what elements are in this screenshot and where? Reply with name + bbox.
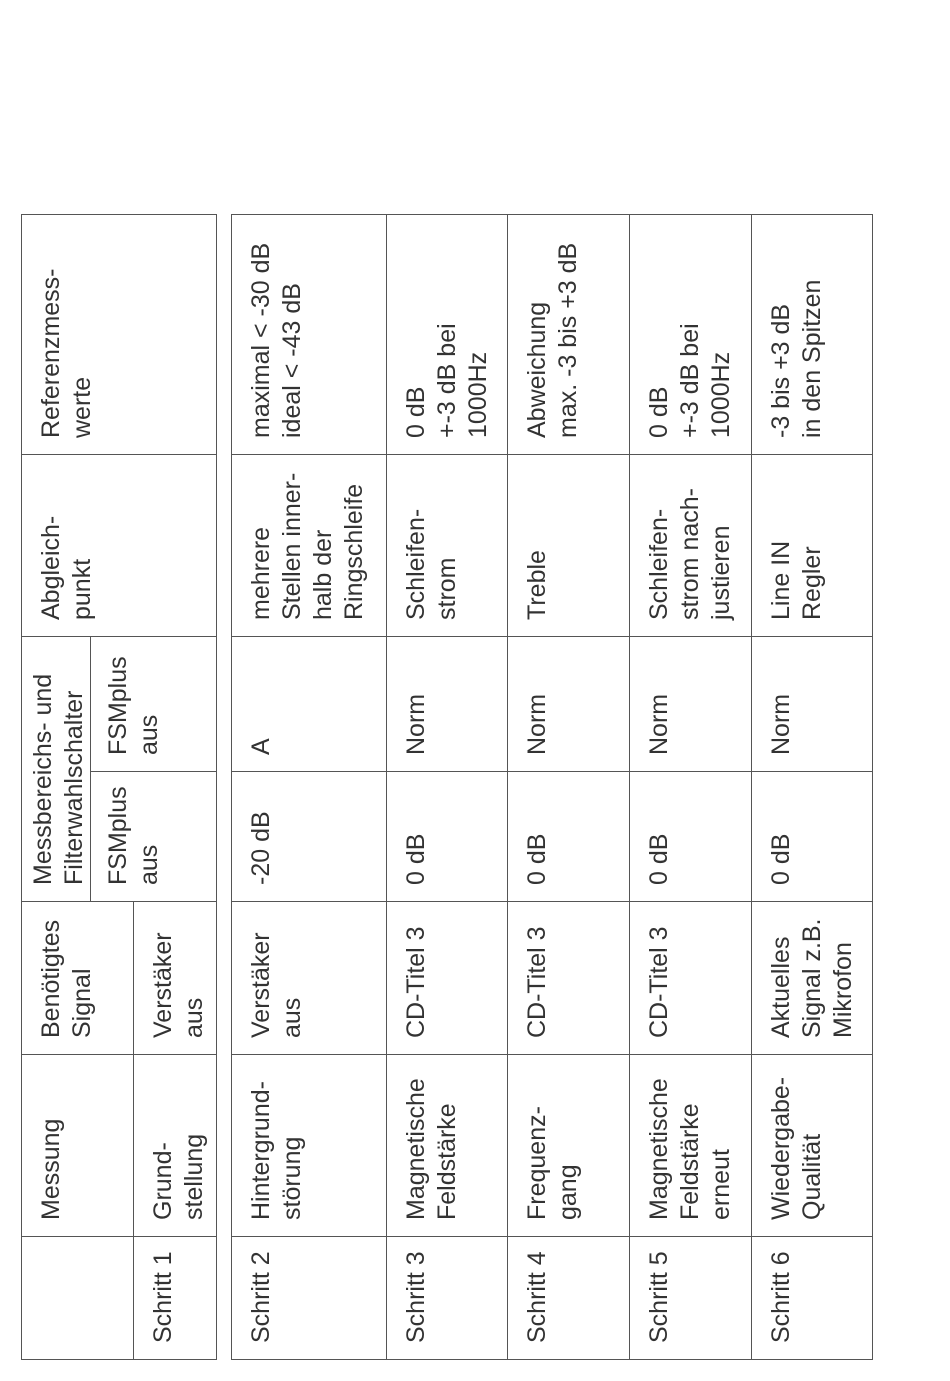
- cell-adjust-point: mehrere Stellen inner- halb der Ringschleife: [232, 455, 387, 637]
- cell-measurement: Frequenz- gang: [508, 1055, 630, 1237]
- row-step-4: [508, 215, 630, 1360]
- cell-step: Schritt 3: [387, 1237, 508, 1360]
- cell-reference: -3 bis +3 dB in den Spitzen: [752, 215, 873, 455]
- cell-range: 0 dB: [508, 772, 630, 902]
- cell-range: 0 dB: [630, 772, 752, 902]
- cell-signal: Verstäker aus: [232, 902, 387, 1055]
- cell-adjust-point: Schleifen- strom: [387, 455, 508, 637]
- cell-step: Schritt 5: [630, 1237, 752, 1360]
- cell-reference: 0 dB +-3 dB bei 1000Hz: [387, 215, 508, 455]
- cell-adjust-point: Schleifen- strom nach- justieren: [630, 455, 752, 637]
- cell-range: -20 dB: [232, 772, 387, 902]
- cell-adjust-point: Line IN Regler: [752, 455, 873, 637]
- cell-measurement: Magnetische Feldstärke erneut: [630, 1055, 752, 1237]
- header-switch-filter: FSMplus aus: [91, 637, 217, 772]
- row-step-5: [630, 215, 752, 1360]
- row-step-3: [387, 215, 508, 1360]
- cell-signal: CD-Titel 3: [508, 902, 630, 1055]
- cell-step: Schritt 2: [232, 1237, 387, 1360]
- header-adjust-point: Abgleich- punkt: [22, 455, 217, 637]
- header-reference: Referenzmess- werte: [22, 215, 217, 455]
- cell-range: 0 dB: [387, 772, 508, 902]
- cell-reference: 0 dB +-3 dB bei 1000Hz: [630, 215, 752, 455]
- cell-reference: Abweichung max. -3 bis +3 dB: [508, 215, 630, 455]
- header-step: [22, 1237, 134, 1360]
- cell-filter: Norm: [508, 637, 630, 772]
- cell-filter: Norm: [387, 637, 508, 772]
- cell-reference: maximal < -30 dB ideal < -43 dB: [232, 215, 387, 455]
- header-switch-range: FSMplus aus: [91, 772, 217, 902]
- header-switch-group: Messbereichs- und Filterwahlschalter: [22, 637, 91, 902]
- cell-step: Schritt 1: [134, 1237, 217, 1360]
- cell-measurement: Wiedergabe- Qualität: [752, 1055, 873, 1237]
- cell-adjust-point: Treble: [508, 455, 630, 637]
- row-step-1-values: [217, 215, 232, 1360]
- cell-range: 0 dB: [752, 772, 873, 902]
- measurement-table: [21, 214, 873, 1360]
- row-step-2: [232, 215, 387, 1360]
- cell-filter: A: [232, 637, 387, 772]
- cell-measurement: Grund- stellung: [134, 1055, 217, 1237]
- cell-signal: Aktuelles Signal z.B. Mikrofon: [752, 902, 873, 1055]
- header-measurement: Messung: [22, 1055, 134, 1237]
- cell-signal: CD-Titel 3: [630, 902, 752, 1055]
- cell-step: Schritt 4: [508, 1237, 630, 1360]
- cell-measurement: Hintergrund- störung: [232, 1055, 387, 1237]
- cell-signal: Verstäker aus: [134, 902, 217, 1055]
- header-row: [22, 215, 91, 1360]
- cell-measurement: Magnetische Feldstärke: [387, 1055, 508, 1237]
- row-step-6: [752, 215, 873, 1360]
- cell-filter: Norm: [752, 637, 873, 772]
- cell-filter: Norm: [630, 637, 752, 772]
- header-signal: Benötigtes Signal: [22, 902, 134, 1055]
- cell-signal: CD-Titel 3: [387, 902, 508, 1055]
- cell-step: Schritt 6: [752, 1237, 873, 1360]
